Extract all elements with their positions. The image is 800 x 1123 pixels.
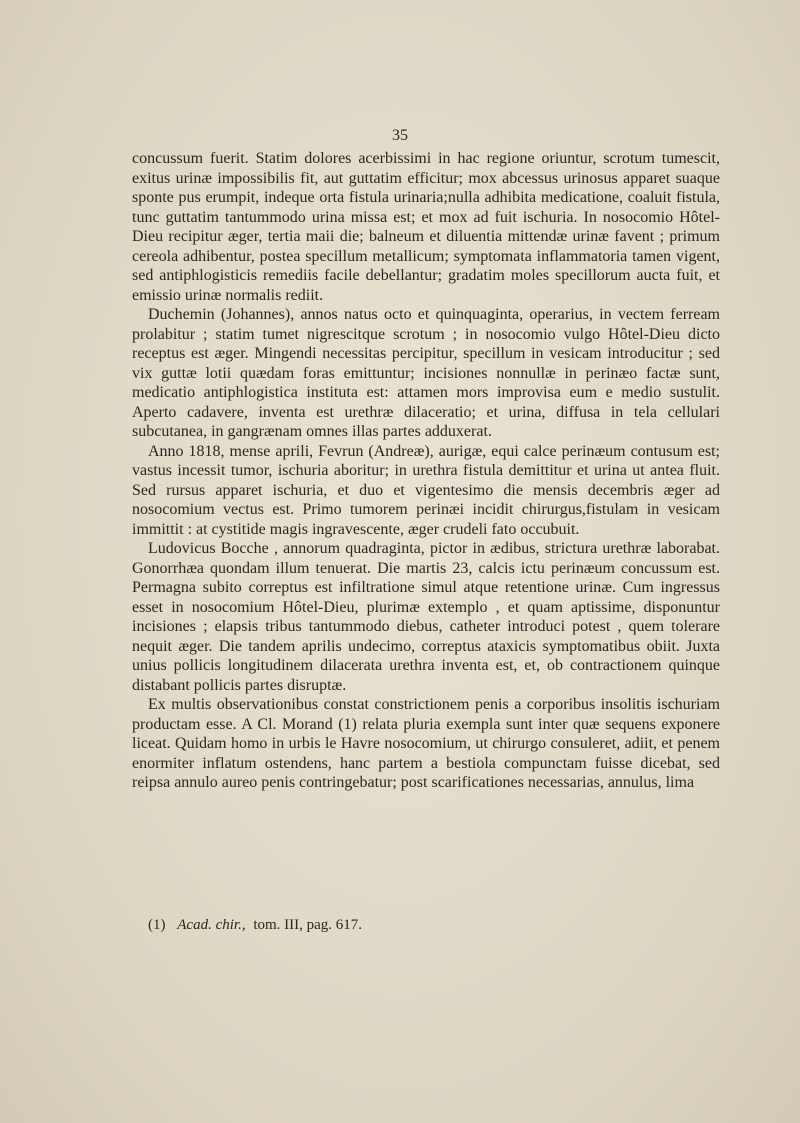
body-text [132, 149, 720, 793]
footnote-marker: (1) [148, 917, 166, 933]
paragraph-1: concussum fuerit. Statim dolores acerbissimi in hac regione oriuntur, scrotum tumescit, exitus urinæ impossibilis fit, aut guttatim efficitur; mox abcessus urinosus apparet suaque sponte pus erumpit, indeque orta fistula urinaria;nulla adhibita medicatione, coaluit fistula, tunc guttatim tantummodo urina missa est; et mox ad fuit ischuria. In nosocomio Hôtel-Dieu recipitur æger, tertia maii die; balneum et diluentia mittendæ urinæ favent ; primum cereola adhibentur, postea specillum metallicum; symptomata inflammatoria tamen vigent, sed antiphlogisticis remediis facile debellantur; gradatim moles specillorum aucta fuit, et emissio urinæ normalis rediit. [132, 150, 720, 304]
footnote-reference: tom. III, pag. 617. [253, 917, 363, 933]
paragraph-3: Anno 1818, mense aprili, Fevrun (Andreæ), aurigæ, equi calce perinæum contusum est; vastus incessit tumor, ischuria aboritur; in urethra fistula demittitur et urina ut antea fluit. Sed rursus apparet ischuria, et duo et vigentesimo die mensis decembris æger ad nosocomium vectus est. Primo tumorem perinæi incidit chirurgus,fistulam in vesicam immittit : at cystitide magis ingravescente, æger crudeli fato occubuit. [132, 442, 720, 538]
page-number: 35 [392, 127, 408, 144]
footnote [148, 917, 708, 934]
footnote-source: Acad. chir., [177, 917, 246, 933]
paragraph-4: Ludovicus Bocche , annorum quadraginta, pictor in ædibus, strictura urethræ laborabat. Gonorrhæa quondam illum tenuerat. Die martis 23, calcis ictu perinæum concussum est. Permagna subito correptus est infiltratione simul atque retentione urinæ. Cum ingressus esset in nosocomium Hôtel-Dieu, plurimæ extemplo , et quam aptissime, disponuntur incisiones ; elapsis tribus tantummodo diebus, catheter introduci potest , quem tolerare nequit æger. Die tandem aprilis undecimo, correptus ataxicis symptomatibus obiit. Juxta unius pollicis longitudinem dilacerata urethra inventa est, et, ob contractionem quinque distabant pollicis partes disruptæ. [132, 540, 720, 694]
paragraph-2: Duchemin (Johannes), annos natus octo et quinquaginta, operarius, in vectem ferream prolabitur ; statim tumet nigrescitque scrotum ; in nosocomio vulgo Hôtel-Dieu dicto receptus est æger. Mingendi necessitas percipitur, specillum in vesicam introducitur ; sed vix guttæ lotii quædam foras emittuntur; incisiones nonnullæ in perinæo factæ sunt, medicatio antiphlogistica instituta est: attamen mors improvisa eum e medio sustulit. Aperto cadavere, inventa est urethræ dilaceratio; et urina, diffusa in tela cellulari subcutanea, in gangrænam omnes illas partes adduxerat. [132, 306, 720, 440]
paragraph-5: Ex multis observationibus constat constrictionem penis a corporibus insolitis ischuriam productam esse. A Cl. Morand (1) relata pluria exempla sunt inter quæ sequens exponere liceat. Quidam homo in urbis le Havre nosocomium, ut chirurgo consuleret, adiit, et penem enormiter inflatum ostendens, hanc partem a bestiola compunctam fuisse dicebat, sed reipsa annulo aureo penis contringebatur; post scarificationes necessarias, annulus, lima [132, 696, 720, 791]
